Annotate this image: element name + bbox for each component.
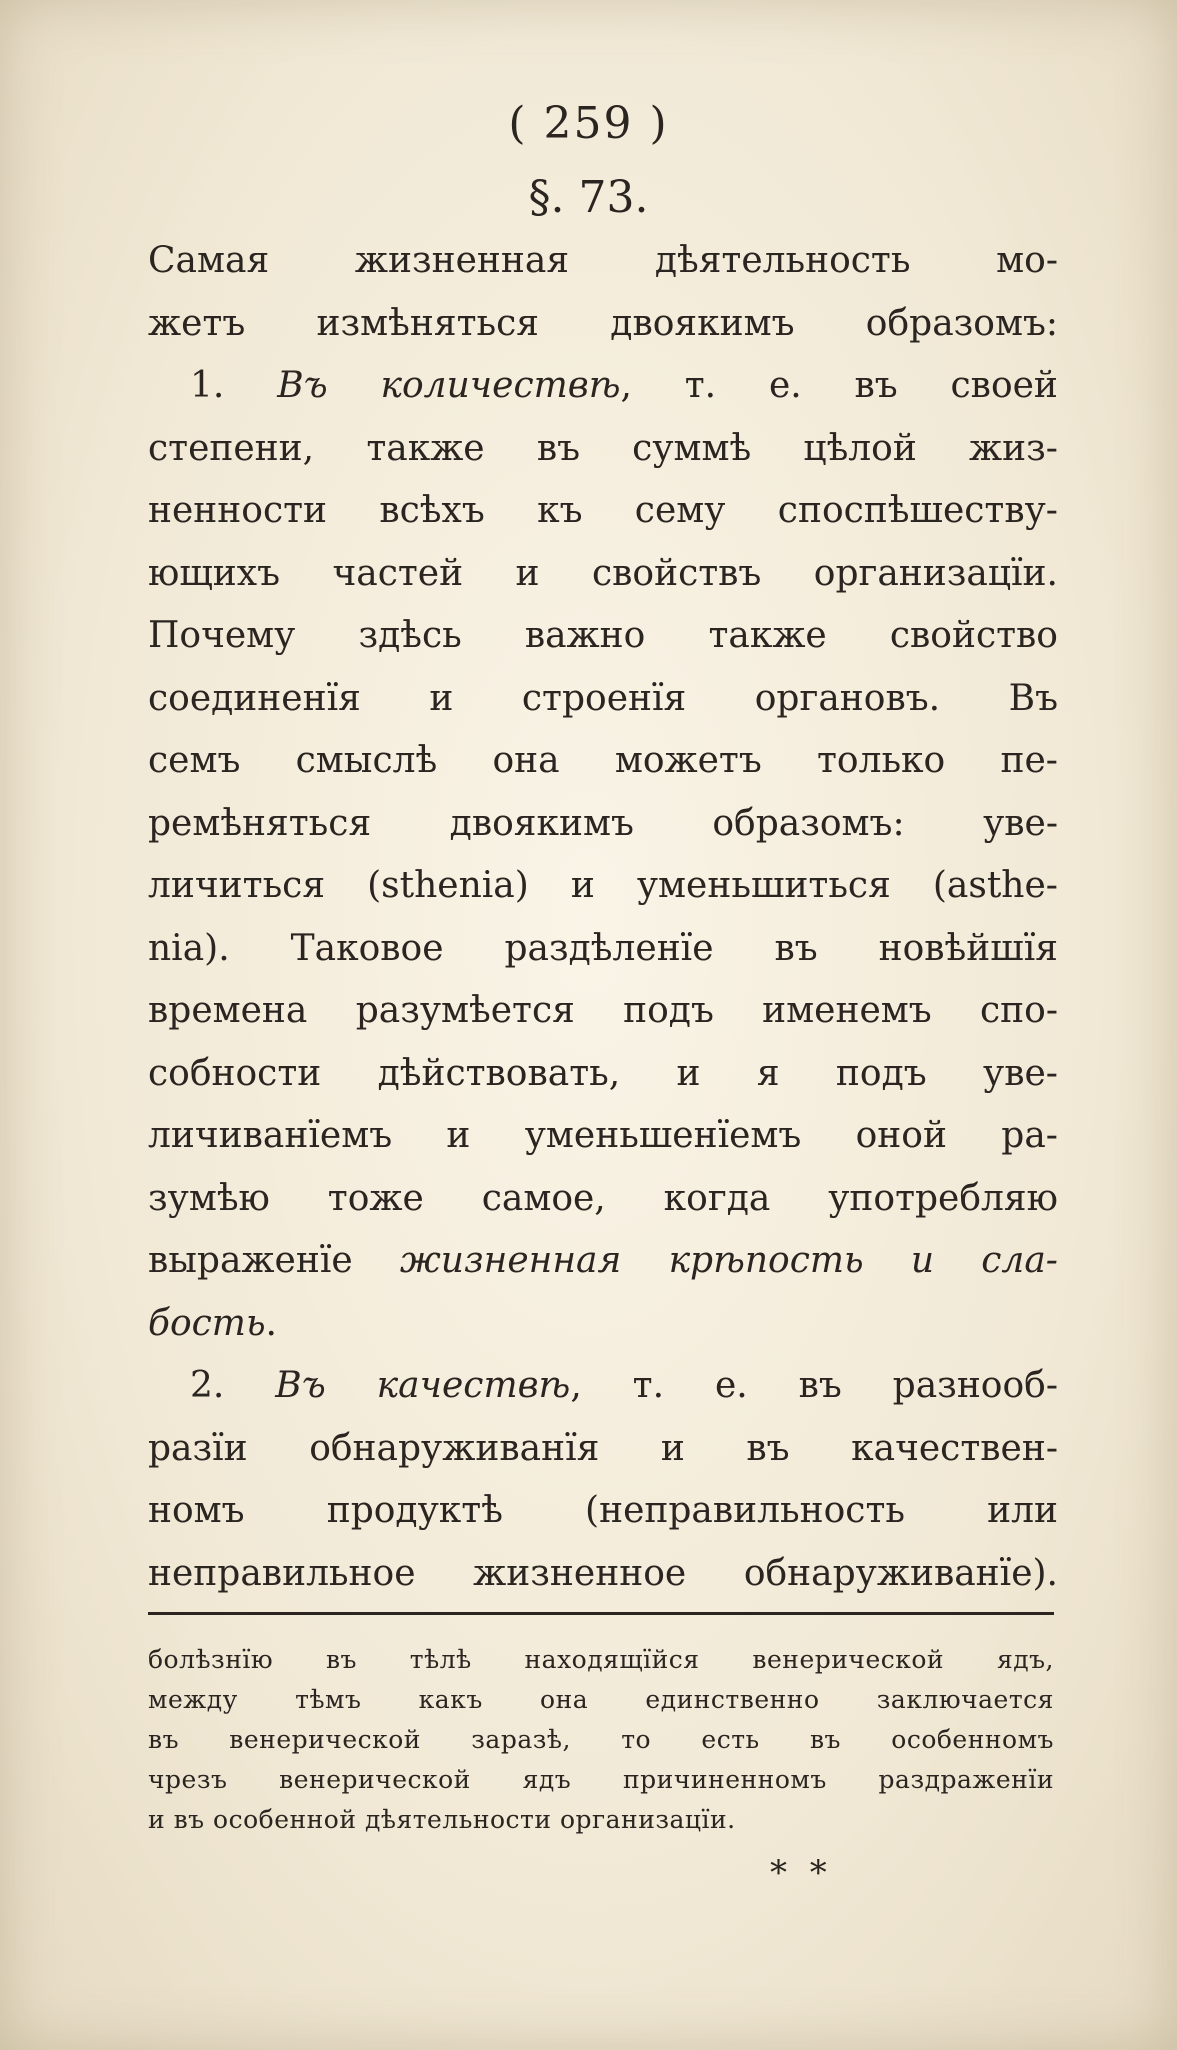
word: уве- bbox=[983, 802, 1058, 844]
italic-text: жизненная bbox=[399, 1240, 622, 1281]
word: двоякимъ bbox=[449, 802, 634, 844]
word bbox=[277, 355, 327, 418]
word bbox=[893, 1355, 1058, 1418]
word: заразѣ, bbox=[471, 1725, 571, 1754]
signature-mark: * * bbox=[770, 1853, 833, 1893]
text-line bbox=[148, 605, 1058, 668]
word: то bbox=[621, 1725, 652, 1754]
word: обнаруживанїе). bbox=[743, 1552, 1058, 1594]
word: здѣсь bbox=[358, 615, 462, 656]
italic-text: сла- bbox=[981, 1240, 1058, 1281]
word: ненности bbox=[148, 490, 328, 531]
word: употребляю bbox=[828, 1177, 1058, 1219]
text-span: т. bbox=[632, 1365, 665, 1406]
text-line bbox=[148, 293, 1058, 356]
footnote-line bbox=[148, 1680, 1054, 1720]
text-line bbox=[148, 418, 1058, 481]
word: семъ bbox=[148, 740, 241, 781]
word: венерической bbox=[279, 1765, 471, 1794]
italic-text: количествѣ bbox=[380, 365, 621, 406]
text-line bbox=[148, 918, 1058, 981]
word: самое, bbox=[481, 1177, 606, 1219]
word: между bbox=[148, 1685, 238, 1714]
italic-text: Въ bbox=[277, 365, 328, 406]
word: и bbox=[676, 1052, 701, 1094]
word: тѣлѣ bbox=[409, 1645, 472, 1674]
text-line bbox=[148, 980, 1058, 1043]
word: оной bbox=[855, 1115, 947, 1156]
word bbox=[190, 1355, 224, 1418]
word: тоже bbox=[327, 1177, 424, 1219]
word: или bbox=[987, 1490, 1058, 1531]
word: подъ bbox=[835, 1052, 927, 1094]
word: также bbox=[366, 427, 485, 469]
word bbox=[769, 355, 802, 418]
text-line bbox=[148, 1355, 1058, 1418]
word: и bbox=[429, 677, 454, 719]
page-number: ( 259 ) bbox=[508, 98, 669, 149]
word: неправильное bbox=[148, 1552, 416, 1594]
word: только bbox=[817, 740, 946, 781]
word: въ bbox=[325, 1645, 357, 1674]
word: уменьшенїемъ bbox=[524, 1115, 802, 1156]
text-line bbox=[148, 1230, 1058, 1293]
text-line bbox=[148, 1168, 1058, 1231]
word: двоякимъ bbox=[610, 302, 795, 344]
text-line bbox=[148, 730, 1058, 793]
word: пе- bbox=[1000, 740, 1058, 781]
word: качествен- bbox=[851, 1427, 1058, 1469]
text-span: е. bbox=[714, 1365, 748, 1406]
word: она bbox=[492, 740, 560, 781]
text-line bbox=[148, 855, 1058, 918]
word: подъ bbox=[623, 990, 714, 1031]
word bbox=[951, 355, 1058, 418]
word: Въ bbox=[1008, 677, 1058, 719]
word: соединенїя bbox=[148, 677, 361, 719]
text-line bbox=[148, 543, 1058, 606]
word: ющихъ bbox=[148, 552, 281, 594]
word: новѣйшїя bbox=[878, 927, 1058, 969]
word: я bbox=[756, 1052, 780, 1094]
word: въ bbox=[746, 1427, 790, 1469]
word bbox=[799, 1355, 842, 1418]
word bbox=[190, 355, 224, 418]
word: важно bbox=[524, 615, 646, 656]
word: споспѣшеству- bbox=[777, 490, 1058, 531]
word: свойствъ bbox=[591, 552, 762, 594]
text-span: разнооб- bbox=[892, 1365, 1058, 1406]
word: раздраженїи bbox=[878, 1765, 1054, 1794]
word: мо- bbox=[996, 240, 1058, 281]
word: смыслѣ bbox=[295, 740, 438, 781]
word: nia). bbox=[148, 927, 230, 969]
word: обнаруживанїя bbox=[309, 1427, 600, 1469]
text-line bbox=[148, 1105, 1058, 1168]
text-span: своей bbox=[950, 365, 1058, 406]
word bbox=[633, 1355, 664, 1418]
word: въ bbox=[809, 1725, 841, 1754]
word: и bbox=[660, 1427, 685, 1469]
word: особенномъ bbox=[891, 1725, 1054, 1754]
word: (asthe- bbox=[932, 865, 1058, 906]
word: ядъ, bbox=[996, 1645, 1054, 1674]
word: есть bbox=[701, 1725, 760, 1754]
word: жизненное bbox=[473, 1552, 687, 1594]
word: ядъ bbox=[522, 1765, 572, 1794]
word: когда bbox=[663, 1177, 771, 1219]
word: разїи bbox=[148, 1427, 248, 1469]
word: въ bbox=[774, 927, 818, 969]
word bbox=[981, 1230, 1058, 1293]
footnote bbox=[148, 1640, 1054, 1840]
word bbox=[911, 1230, 934, 1293]
word: также bbox=[708, 615, 827, 656]
word: венерической bbox=[752, 1645, 945, 1674]
word: личиться bbox=[148, 865, 326, 906]
word: уве- bbox=[983, 1052, 1058, 1094]
text-span: 2. bbox=[190, 1365, 225, 1406]
word bbox=[855, 355, 898, 418]
word bbox=[715, 1355, 748, 1418]
word: можетъ bbox=[614, 740, 762, 781]
word: сему bbox=[634, 490, 726, 531]
word: образомъ: bbox=[865, 302, 1058, 344]
italic-text: бость bbox=[148, 1302, 266, 1344]
word: тѣмъ bbox=[295, 1685, 362, 1714]
word: въ bbox=[148, 1725, 179, 1754]
text-line bbox=[148, 1293, 1058, 1356]
text-line bbox=[148, 480, 1058, 543]
footnote-line bbox=[148, 1760, 1054, 1800]
footnote-line bbox=[148, 1640, 1054, 1680]
word: дѣйствовать, bbox=[377, 1052, 621, 1094]
word: жетъ bbox=[148, 302, 246, 344]
text-span: выраженїе bbox=[148, 1240, 353, 1281]
word: (sthenia) bbox=[367, 865, 529, 906]
text-span: т. bbox=[684, 365, 717, 406]
word: образомъ: bbox=[712, 802, 905, 844]
word: и bbox=[515, 552, 540, 594]
text-span: . bbox=[265, 1302, 277, 1344]
text-line bbox=[148, 230, 1058, 293]
word: заключается bbox=[876, 1685, 1054, 1714]
word: находящїйся bbox=[524, 1645, 700, 1674]
word: уменьшиться bbox=[636, 865, 891, 906]
section-heading: §. 73. bbox=[528, 172, 649, 223]
word: Почему bbox=[148, 615, 296, 656]
word: времена bbox=[148, 990, 308, 1031]
word: она bbox=[540, 1685, 589, 1714]
word: спо- bbox=[979, 990, 1058, 1031]
text-line bbox=[148, 1418, 1058, 1481]
word: строенїя bbox=[521, 677, 687, 719]
text-line bbox=[148, 1543, 1058, 1606]
text-span: , bbox=[620, 365, 632, 406]
text-span: е. bbox=[768, 365, 802, 406]
text-span: въ bbox=[798, 1365, 842, 1406]
word: какъ bbox=[418, 1685, 483, 1714]
main-text bbox=[148, 230, 1058, 1605]
word: ремѣняться bbox=[148, 802, 372, 844]
word: дѣятельность bbox=[654, 240, 911, 281]
word bbox=[148, 1230, 353, 1293]
word: свойство bbox=[889, 615, 1058, 656]
text-span: 1. bbox=[190, 365, 225, 406]
word: раздѣленїе bbox=[504, 927, 714, 969]
word: къ bbox=[537, 490, 583, 531]
word: организацїи. bbox=[813, 552, 1058, 594]
word: Таковое bbox=[290, 927, 444, 969]
word: ра- bbox=[1001, 1115, 1058, 1156]
word: единственно bbox=[645, 1685, 820, 1714]
word: причиненномъ bbox=[623, 1765, 827, 1794]
footnote-line bbox=[148, 1800, 1054, 1840]
text-line bbox=[148, 668, 1058, 731]
footnote-line bbox=[148, 1720, 1054, 1760]
word: разумѣется bbox=[355, 990, 575, 1031]
text-line bbox=[148, 793, 1058, 856]
text-line bbox=[148, 355, 1058, 418]
italic-text: Въ bbox=[275, 1365, 326, 1406]
word: венерической bbox=[229, 1725, 421, 1754]
word: Самая bbox=[148, 240, 270, 281]
italic-text: и bbox=[910, 1240, 935, 1281]
word: и bbox=[570, 865, 595, 906]
word bbox=[669, 1230, 864, 1293]
text-span: , bbox=[570, 1365, 582, 1406]
text-line bbox=[148, 1043, 1058, 1106]
text-span: и въ особенной дѣятельности организацїи. bbox=[148, 1805, 736, 1834]
word: личиванїемъ bbox=[148, 1115, 393, 1156]
word: и bbox=[446, 1115, 471, 1156]
word: жиз- bbox=[969, 427, 1058, 469]
word: жизненная bbox=[354, 240, 570, 281]
word: болѣзнїю bbox=[148, 1645, 274, 1674]
word: суммѣ bbox=[632, 427, 752, 469]
word bbox=[380, 355, 631, 418]
text-line bbox=[148, 1480, 1058, 1543]
word: номъ bbox=[148, 1490, 245, 1531]
word: цѣлой bbox=[803, 427, 917, 469]
word bbox=[685, 355, 716, 418]
word bbox=[275, 1355, 325, 1418]
italic-text: качествѣ bbox=[376, 1365, 571, 1406]
word bbox=[377, 1355, 582, 1418]
word: всѣхъ bbox=[379, 490, 485, 531]
word: въ bbox=[536, 427, 580, 469]
word: зумѣю bbox=[148, 1177, 270, 1219]
word bbox=[400, 1230, 621, 1293]
word: частей bbox=[332, 552, 464, 594]
word: чрезъ bbox=[148, 1765, 228, 1794]
italic-text: крѣпость bbox=[668, 1240, 864, 1281]
word: измѣняться bbox=[316, 302, 539, 344]
footnote-divider bbox=[148, 1612, 1054, 1615]
word: собности bbox=[148, 1052, 322, 1094]
word: степени, bbox=[148, 427, 315, 469]
word: именемъ bbox=[762, 990, 932, 1031]
text-span: въ bbox=[854, 365, 898, 406]
word: органовъ. bbox=[754, 677, 941, 719]
word: (неправильность bbox=[585, 1490, 905, 1531]
word: продуктѣ bbox=[326, 1490, 503, 1531]
